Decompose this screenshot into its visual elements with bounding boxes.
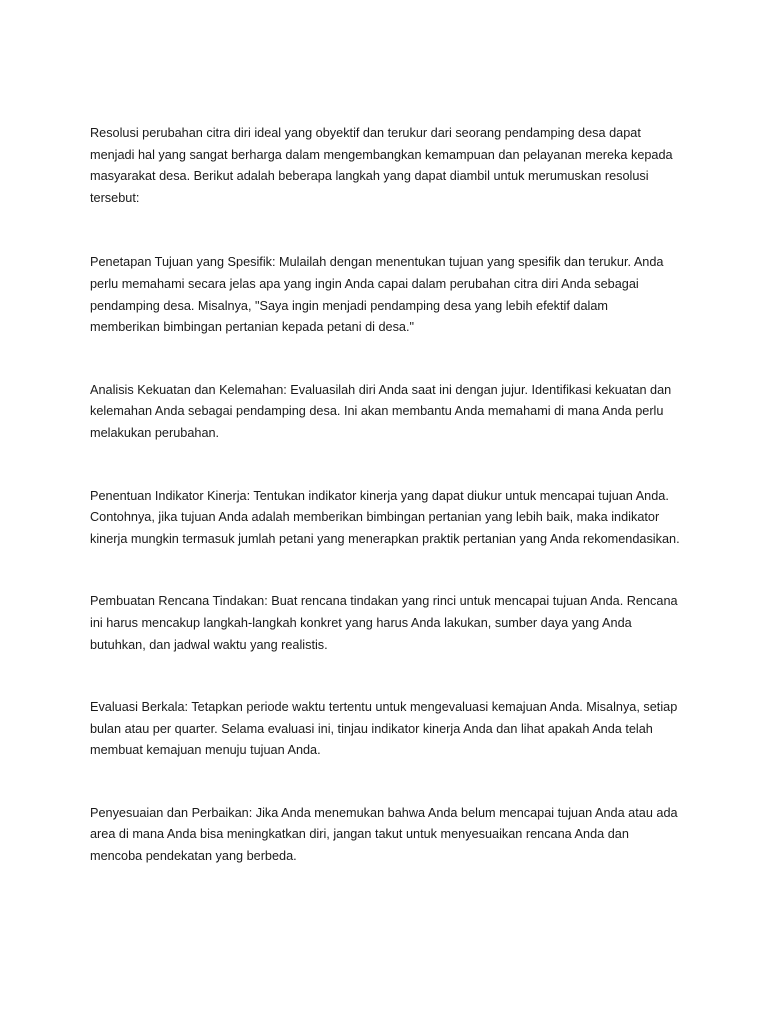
paragraph-strength-weakness: Analisis Kekuatan dan Kelemahan: Evaluasilah diri Anda saat ini dengan jujur. Identifikasi kekuatan dan kelemahan Anda sebagai pendamping desa. Ini akan membantu Anda memahami di mana Anda perlu melakukan perubahan. <box>90 382 672 440</box>
paragraph-specific-goals: Penetapan Tujuan yang Spesifik: Mulailah dengan menentukan tujuan yang spesifik dan terukur. Anda perlu memahami secara jelas apa yang ingin Anda capai dalam perubahan citra diri Anda sebagai pendamping desa. Misalnya, "Saya ingin menjadi pendamping desa yang lebih efektif dalam memberikan bimbingan pertanian kepada petani di desa." <box>90 255 664 335</box>
paragraph-periodic-evaluation: Evaluasi Berkala: Tetapkan periode waktu tertentu untuk mengevaluasi kemajuan Anda. Misalnya, setiap bulan atau per quarter. Selama evaluasi ini, tinjau indikator kinerja Anda dan lihat apakah Anda telah membuat kemajuan menuju tujuan Anda. <box>90 700 678 758</box>
paragraph-action-plan: Pembuatan Rencana Tindakan: Buat rencana tindakan yang rinci untuk mencapai tujuan Anda. Rencana ini harus mencakup langkah-langkah konkret yang harus Anda lakukan, sumber daya yang Anda butuhkan, dan jadwal waktu yang realistis. <box>90 594 678 652</box>
paragraph-performance-indicators: Penentuan Indikator Kinerja: Tentukan indikator kinerja yang dapat diukur untuk mencapai tujuan Anda. Contohnya, jika tujuan Anda adalah memberikan bimbingan pertanian yang lebih baik, maka indikator kinerja mungkin termasuk jumlah petani yang menerapkan praktik pertanian yang Anda rekomendasikan. <box>90 488 680 546</box>
paragraph-adjustment: Penyesuaian dan Perbaikan: Jika Anda menemukan bahwa Anda belum mencapai tujuan Anda atau ada area di mana Anda bisa meningkatkan diri, jangan takut untuk menyesuaikan rencana Anda dan mencoba pendekatan yang berbeda. <box>90 805 678 864</box>
intro-paragraph: Resolusi perubahan citra diri ideal yang obyektif dan terukur dari seorang pendamping desa dapat menjadi hal yang sangat berharga dalam mengembangkan kemampuan dan pelayanan mereka kepada masyarakat desa. Berikut adalah beberapa langkah yang dapat diambil untuk merumuskan resolusi tersebut: <box>90 126 673 205</box>
document-body <box>90 123 680 868</box>
